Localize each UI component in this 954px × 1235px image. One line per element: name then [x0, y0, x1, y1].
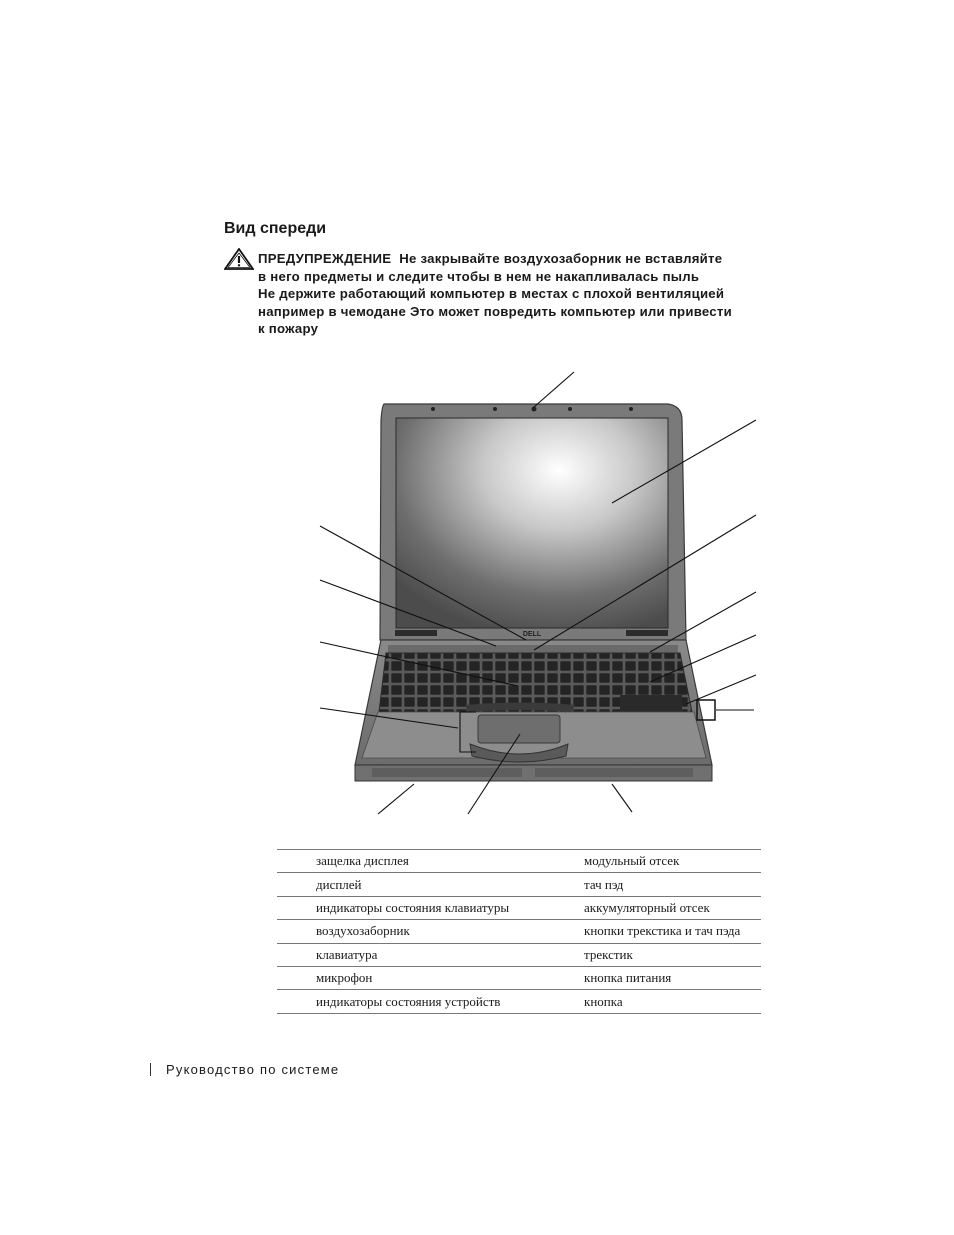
display-screen	[396, 418, 668, 628]
table-row	[277, 920, 761, 943]
table-cell: модульный отсек	[584, 850, 761, 873]
dell-logo: DELL	[522, 631, 542, 638]
table-cell: кнопка питания	[584, 966, 761, 989]
table-cell: клавиатура	[277, 943, 584, 966]
warning-line: ПРЕДУПРЕЖДЕНИЕ Не закрывайте воздухозаборник не вставляйте	[258, 251, 723, 266]
battery-bay	[372, 768, 522, 777]
hinge-right	[626, 630, 668, 636]
warning-line: Не держите работающий компьютер в местах с плохой вентиляцией	[258, 286, 725, 302]
table-row	[277, 873, 761, 896]
table-cell: кнопка	[584, 990, 761, 1013]
footer-title: Руководство по системе	[166, 1062, 340, 1077]
laptop-base	[355, 630, 715, 781]
callout-legend-table	[277, 849, 761, 1014]
table-cell: тач пэд	[584, 873, 761, 896]
warning-line: например в чемодане Это может повредить компьютер или привести	[258, 303, 732, 319]
table-cell: кнопки трекстика и тач пэда	[584, 920, 761, 943]
display-lid	[380, 404, 686, 640]
table-cell: индикаторы состояния клавиатуры	[277, 896, 584, 919]
table-cell: дисплей	[277, 873, 584, 896]
table-cell: индикаторы состояния устройств	[277, 990, 584, 1013]
footer-divider	[150, 1063, 151, 1076]
warning-label: ПРЕДУПРЕЖДЕНИЕ	[258, 251, 392, 266]
touchpad	[478, 715, 560, 743]
section-title: Вид спереди	[224, 220, 327, 237]
display-latch	[532, 407, 537, 412]
table-cell: микрофон	[277, 966, 584, 989]
hinge-left	[395, 630, 437, 636]
table-cell: трекстик	[584, 943, 761, 966]
warning-text	[258, 250, 824, 338]
table-row	[277, 990, 761, 1013]
module-bay	[535, 768, 693, 777]
page-footer	[150, 1062, 339, 1077]
warning-line: в него предметы и следите чтобы в нем не накапливалась пыль	[258, 268, 700, 284]
table-row	[277, 896, 761, 919]
warning-line: к пожару	[258, 321, 319, 337]
table-row	[277, 943, 761, 966]
table-row	[277, 850, 761, 873]
table-cell: аккумуляторный отсек	[584, 896, 761, 919]
table-cell: воздухозаборник	[277, 920, 584, 943]
table-row	[277, 966, 761, 989]
laptop-front-view-illustration	[300, 360, 780, 830]
table-cell: защелка дисплея	[277, 850, 584, 873]
warning-icon	[224, 248, 254, 270]
